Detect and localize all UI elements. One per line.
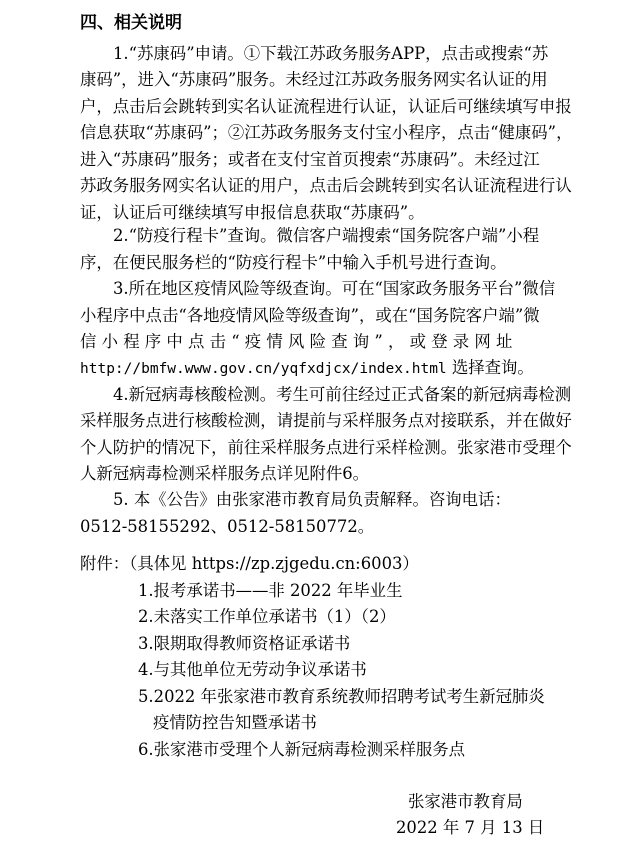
item3-url[interactable]: http://bmfw.www.gov.cn/yqfxdjcx/index.html — [80, 361, 447, 377]
item1-line-1: 1.“苏康码”申请。①下载江苏政务服务APP，点击或搜索“苏 — [113, 44, 549, 63]
item1-line-7: 证，认证后可继续填写申报信息获取“苏康码”。 — [80, 203, 425, 222]
item1-line-4: 信息获取“苏康码”；②江苏政务服务支付宝小程序，点击“健康码”， — [80, 123, 573, 142]
attachment-item-3: 3.限期取得教师资格证承诺书 — [138, 634, 351, 653]
item3-line-3: 信 小 程 序 中 点 击 “ 疫 情 风 险 查 询 ” ， 或 登 录 网 址 — [80, 332, 513, 351]
item4-line-3: 个人防护的情况下，前往采样服务点进行采样检测。张家港市受理个 — [80, 438, 572, 457]
item2-line-1: 2.“防疫行程卡”查询。微信客户端搜索“国务院客户端”小程 — [113, 226, 540, 245]
item4-line-1: 4.新冠病毒核酸检测。考生可前往经过正式备案的新冠病毒检测 — [113, 385, 572, 404]
item5-line-2: 0512-58155292、0512-58150772。 — [80, 517, 375, 536]
signature-date: 2022 年 7 月 13 日 — [396, 818, 545, 837]
item5-line-1: 5. 本《公告》由张家港市教育局负责解释。咨询电话： — [113, 490, 511, 509]
item4-line-4: 人新冠病毒检测采样服务点详见附件6。 — [80, 464, 370, 483]
item2-line-2: 序，在便民服务栏的“防疫行程卡”中输入手机号进行查询。 — [80, 253, 507, 272]
item3-url-line — [80, 354, 534, 383]
item1-line-6: 苏政务服务网实名认证的用户，点击后会跳转到实名认证流程进行认 — [80, 176, 572, 195]
attachment-item-5-cont: 疫情防控告知暨承诺书 — [153, 713, 317, 732]
item3-line-2: 小程序中点击“各地疫情风险等级查询”，或在“国务院客户端”微 — [80, 306, 540, 325]
attachment-item-4: 4.与其他单位无劳动争议承诺书 — [138, 660, 367, 679]
attachment-item-6: 6.张家港市受理个人新冠病毒检测采样服务点 — [138, 740, 466, 759]
attachment-item-1: 1.报考承诺书——非 2022 年毕业生 — [138, 581, 403, 600]
item3-url-suffix: 选择查询。 — [451, 358, 534, 377]
item1-line-3: 户，点击后会跳转到实名认证流程进行认证，认证后可继续填写申报 — [80, 97, 572, 116]
item3-line-1: 3.所在地区疫情风险等级查询。可在“国家政务服务平台”微信 — [113, 279, 556, 298]
attachment-item-5: 5.2022 年张家港市教育系统教师招聘考试考生新冠肺炎 — [138, 687, 545, 706]
signature-org: 张家港市教育局 — [408, 792, 523, 811]
section-heading: 四、相关说明 — [80, 13, 182, 33]
attachment-item-2: 2.未落实工作单位承诺书（1）（2） — [138, 607, 396, 626]
item4-line-2: 采样服务点进行核酸检测，请提前与采样服务点对接联系，并在做好 — [80, 411, 572, 430]
attachments-label: 附件：（具体见 https://zp.zjgedu.cn:6003） — [80, 554, 419, 573]
item1-line-2: 康码”，进入“苏康码”服务。未经过江苏政务服务网实名认证的用 — [80, 70, 548, 89]
item1-line-5: 进入“苏康码”服务；或者在支付宝首页搜索“苏康码”。未经过江 — [80, 150, 540, 169]
